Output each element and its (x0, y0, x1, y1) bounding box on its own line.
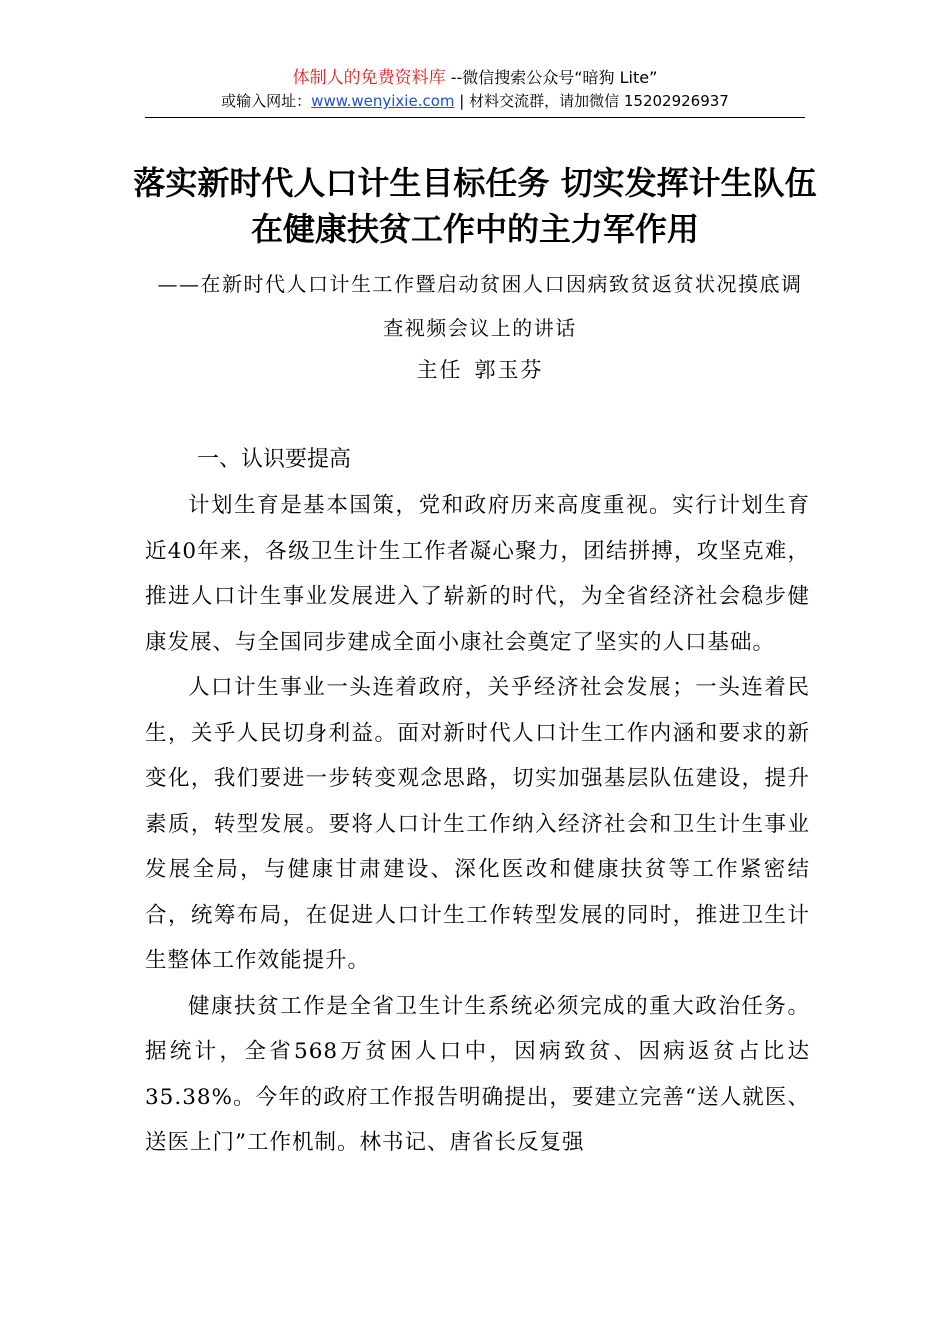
body-paragraph: 人口计生事业一头连着政府，关乎经济社会发展；一头连着民生，关乎人民切身利益。面对新时代人口计生工作内涵和要求的新变化，我们要进一步转变观念思路，切实加强基层队伍建设，提升素质，转型发展。要将人口计生工作纳入经济社会和卫生计生事业发展全局，与健康甘肃建设、深化医改和健康扶贫等工作紧密结合，统筹布局，在促进人口计生工作转型发展的同时，推进卫生计生整体工作效能提升。 (145, 675, 810, 973)
body-paragraph: 计划生育是基本国策，党和政府历来高度重视。实行计划生育近40年来，各级卫生计生工作者凝心聚力，团结拼搏，攻坚克难，推进人口计生事业发展进入了崭新的时代，为全省经济社会稳步健康发展、与全国同步建成全面小康社会奠定了坚实的人口基础。 (145, 493, 810, 655)
document-body (145, 483, 810, 1166)
document-subtitle: ——在新时代人口计生工作暨启动贫困人口因病致贫返贫状况摸底调查视频会议上的讲话 (157, 272, 803, 340)
author-name: 郭玉芬 (474, 358, 544, 382)
header-rule (145, 117, 805, 118)
header-contact: 材料交流群，请加微信 15202926937 (469, 92, 729, 110)
header-url-link[interactable]: www.wenyixie.com (311, 92, 455, 110)
document-title: 落实新时代人口计生目标任务 切实发挥计生队伍在健康扶贫工作中的主力军作用 (133, 164, 817, 248)
document-author (150, 350, 810, 390)
header-line-1 (145, 66, 805, 90)
header-brand: 体制人的免费资料库 (292, 68, 446, 88)
author-role: 主任 (416, 358, 463, 382)
header-url-prefix: 或输入网址： (221, 92, 312, 110)
page-header (145, 66, 805, 112)
header-wechat-note: --微信搜索公众号“暗狗 Lite” (445, 68, 658, 87)
header-separator: | (454, 92, 470, 110)
body-paragraph: 健康扶贫工作是全省卫生计生系统必须完成的重大政治任务。据统计，全省568万贫困人口中，因病致贫、因病返贫占比达35.38%。今年的政府工作报告明确提出，要建立完善“送人就医、送医上门”工作机制。林书记、唐省长反复强 (145, 993, 810, 1155)
header-line-2 (145, 90, 805, 112)
section-heading: 一、认识要提高 (197, 447, 352, 472)
